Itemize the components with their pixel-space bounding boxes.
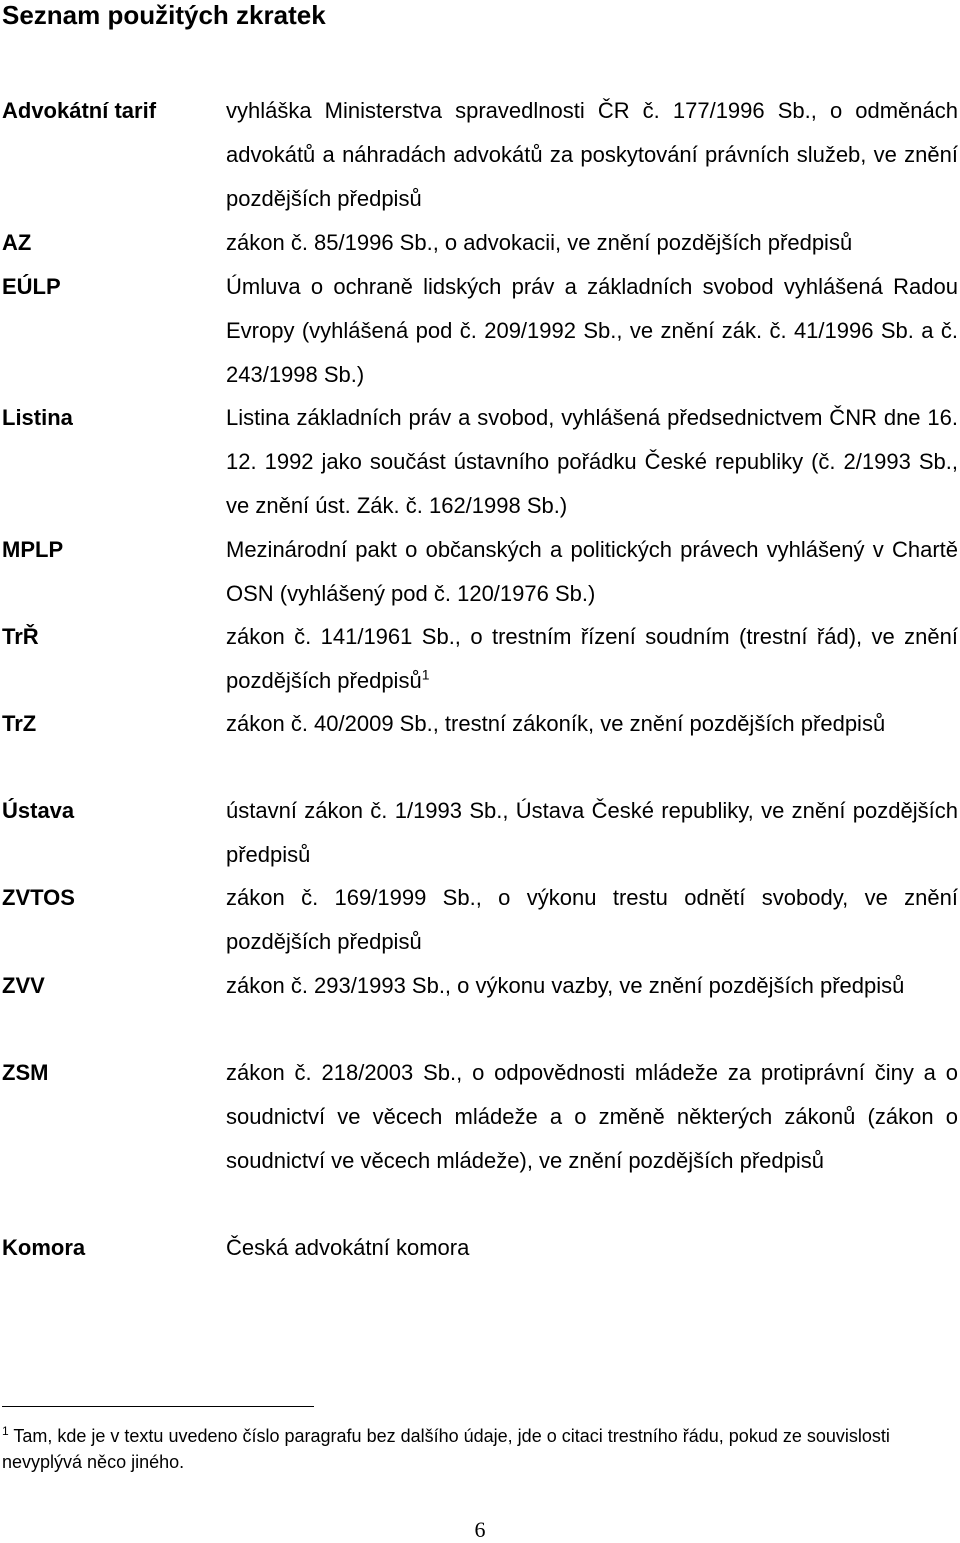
- definition-text: Mezinárodní pakt o občanských a politických právech vyhlášený v Chartě OSN (vyhlášený pod č. 120/1976 Sb.): [226, 537, 958, 606]
- abbreviation-term: TrZ: [2, 711, 37, 736]
- definition-text: Listina základních práv a svobod, vyhlášená předsednictvem ČNR dne 16. 12. 1992 jako součást ústavního pořádku České republiky (č. 2/1993 Sb., ve znění úst. Zák. č. 162/1998 Sb.): [226, 405, 958, 518]
- abbreviation-definition: [226, 1051, 958, 1183]
- abbreviation-term: ZVTOS: [2, 885, 75, 910]
- abbreviation-definition: [226, 265, 958, 397]
- abbreviation-definition: [226, 789, 958, 877]
- definition-text: zákon č. 218/2003 Sb., o odpovědnosti mládeže za protiprávní činy a o soudnictví ve věcech mládeže a o změně některých zákonů (zákon o soudnictví ve věcech mládeže), ve znění pozdějších předpisů: [226, 1060, 958, 1173]
- definition-text: zákon č. 85/1996 Sb., o advokacii, ve znění pozdějších předpisů: [226, 230, 853, 255]
- definition-text: zákon č. 141/1961 Sb., o trestním řízení soudním (trestní řád), ve znění pozdějších předpisů: [226, 624, 958, 693]
- abbreviation-definition: [226, 221, 958, 265]
- abbreviation-term: MPLP: [2, 537, 64, 562]
- abbreviation-definition: [226, 528, 958, 616]
- abbreviation-definition: [226, 615, 958, 703]
- footnote-text: Tam, kde je v textu uvedeno číslo paragrafu bez dalšího údaje, jde o citaci trestního řádu, pokud ze souvislosti nevyplývá něco jiného.: [2, 1426, 890, 1472]
- footnote-reference[interactable]: 1: [421, 666, 430, 683]
- abbreviation-definition: [226, 964, 958, 1008]
- definition-text: Úmluva o ochraně lidských práv a základních svobod vyhlášená Radou Evropy (vyhlášená pod č. 209/1992 Sb., ve znění zák. č. 41/1996 Sb. a č. 243/1998 Sb.): [226, 274, 958, 387]
- abbreviation-term: AZ: [2, 230, 32, 255]
- footnote: [2, 1423, 952, 1475]
- definition-text: zákon č. 169/1999 Sb., o výkonu trestu odnětí svobody, ve znění pozdějších předpisů: [226, 885, 958, 954]
- abbreviation-term: Komora: [2, 1235, 86, 1260]
- abbreviation-definition: [226, 89, 958, 221]
- abbreviation-term: Listina: [2, 405, 73, 430]
- page-number: 6: [474, 1517, 486, 1542]
- abbreviation-term: ZVV: [2, 973, 45, 998]
- abbreviation-term: TrŘ: [2, 624, 39, 649]
- abbreviation-term: Advokátní tarif: [2, 98, 157, 123]
- definition-text: Česká advokátní komora: [226, 1235, 470, 1260]
- definition-text: zákon č. 40/2009 Sb., trestní zákoník, ve znění pozdějších předpisů: [226, 711, 886, 736]
- abbreviation-term: Ústava: [2, 798, 75, 823]
- abbreviation-term: EÚLP: [2, 274, 61, 299]
- footnote-number: 1: [2, 1424, 9, 1438]
- footnote-separator: [2, 1406, 314, 1407]
- definition-text: vyhláška Ministerstva spravedlnosti ČR č. 177/1996 Sb., o odměnách advokátů a náhradách advokátů za poskytování právních služeb, ve znění pozdějších předpisů: [226, 98, 958, 211]
- abbreviation-term: ZSM: [2, 1060, 49, 1085]
- definition-text: ústavní zákon č. 1/1993 Sb., Ústava České republiky, ve znění pozdějších předpisů: [226, 798, 958, 867]
- abbreviation-definition: [226, 1226, 958, 1270]
- definition-text: zákon č. 293/1993 Sb., o výkonu vazby, ve znění pozdějších předpisů: [226, 973, 905, 998]
- abbreviation-definition: [226, 702, 958, 746]
- abbreviation-definition: [226, 396, 958, 528]
- page-title: Seznam použitých zkratek: [2, 0, 326, 30]
- abbreviation-definition: [226, 876, 958, 964]
